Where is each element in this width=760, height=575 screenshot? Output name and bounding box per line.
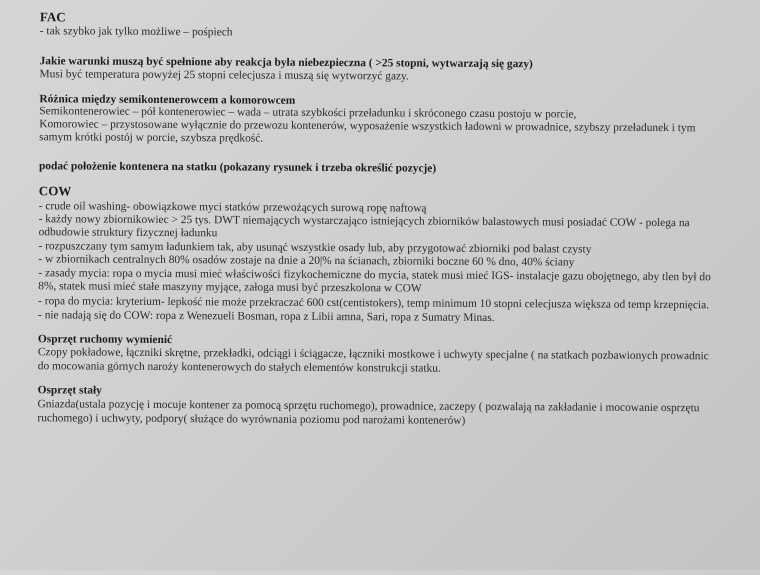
- roznica-line: Semikontenerowiec – pół kontenerowiec – wada – utrata szybkości przeładunku i skróconego czasu postoju w porcie,: [39, 105, 577, 121]
- section-heading-polozenie: podać położenie kontenera na statku (pokazany rysunek i trzeba określić pozycje): [38, 160, 437, 175]
- section-heading-osprzet-staly: Osprzęt stały: [37, 384, 102, 397]
- cow-line: - w zbiornikach centralnych 80% osadów zostaje na dnie a 20|% na ścianach, zbiorniki boczne 60 % dno, 40% ściany: [38, 253, 575, 269]
- cow-line: - zasady mycia: ropa o mycia musi mieć właściwości fizykochemiczne do mycia, statek musi mieć IGS- instalacje gazu obojętnego, aby tlen był do: [38, 267, 711, 284]
- cow-line: - każdy nowy zbiornikowiec > 25 tys. DWT niemających wystarczająco istniejących zbiorników balastowych musi posiadać COW - polega na: [38, 213, 690, 230]
- section-heading-osprzet-ruchomy: Osprzęt ruchomy wymienić: [37, 333, 173, 347]
- cow-line: - rozpuszczany tym samym ładunkiem tak, aby usunąć wszystkie osady lub, aby przygotować zbiorniki pod balast czysty: [38, 240, 592, 256]
- fac-text: - tak szybko jak tylko możliwe – pośpiech: [39, 25, 233, 39]
- osprzet-staly-line: Gniazda(ustala pozycję i mocuje kontener za pomocą sprzętu ruchomego), prowadnice, zaczepy ( pozwalają na zakładanie i mocowanie osprzętu: [37, 398, 700, 415]
- cow-line: - nie nadają się do COW: ropa z Wenezueli Bosman, ropa z Libii amna, Sari, ropa z Sumatry Minas.: [38, 309, 495, 325]
- osprzet-staly-line: ruchomego) i uchwyty, podpory( służące do wyrównania poziomu pod narożami kontenerów): [37, 412, 466, 427]
- warunki-text: Musi być temperatura powyżej 25 stopni celecjusza i muszą się wytworzyć gazy.: [39, 68, 409, 83]
- section-heading-fac: FAC: [39, 9, 66, 25]
- section-heading-cow: COW: [38, 183, 72, 199]
- cow-line: - ropa do mycia: kryterium- lepkość nie może przekraczać 600 cst(centistokers), temp minimum 10 stopni celecjusza większa od temp krzepnięcia.: [38, 295, 710, 312]
- section-heading-roznica: Różnica między semikontenerowcem a komorowcem: [39, 93, 296, 107]
- section-heading-warunki: Jakie warunki muszą być spełnione aby reakcja była niebezpieczna ( >25 stopni, wytwarzają się gazy): [39, 55, 533, 71]
- osprzet-ruchomy-line: Czopy pokładowe, łączniki skrętne, przekładki, odciągi i ściągacze, łączniki mostkowe i uchwyty specjalne ( na statkach pozbawionych prowadnic: [37, 346, 709, 363]
- cow-line: - crude oil washing- obowiązkowe myci statków przewożących surową ropę naftową: [38, 200, 427, 215]
- osprzet-ruchomy-line: do mocowania górnych naroży kontenerowych do stałych elementów konstrukcji statku.: [37, 360, 441, 375]
- roznica-line: Komorowiec – przystosowane wyłącznie do przewozu kontenerów, wyposażenie wszystkich ładowni w prowadnice, szybszy przeładunek i tym: [39, 118, 696, 135]
- cow-line: 8%, statek musi mieć stałe maszyny myjące, załoga musi być przeszkolona w COW: [38, 280, 422, 295]
- roznica-line: samym krótki postój w porcie, szybsza prędkość.: [39, 131, 264, 145]
- cow-line: odbudowie struktury fizycznej ładunku: [38, 226, 218, 240]
